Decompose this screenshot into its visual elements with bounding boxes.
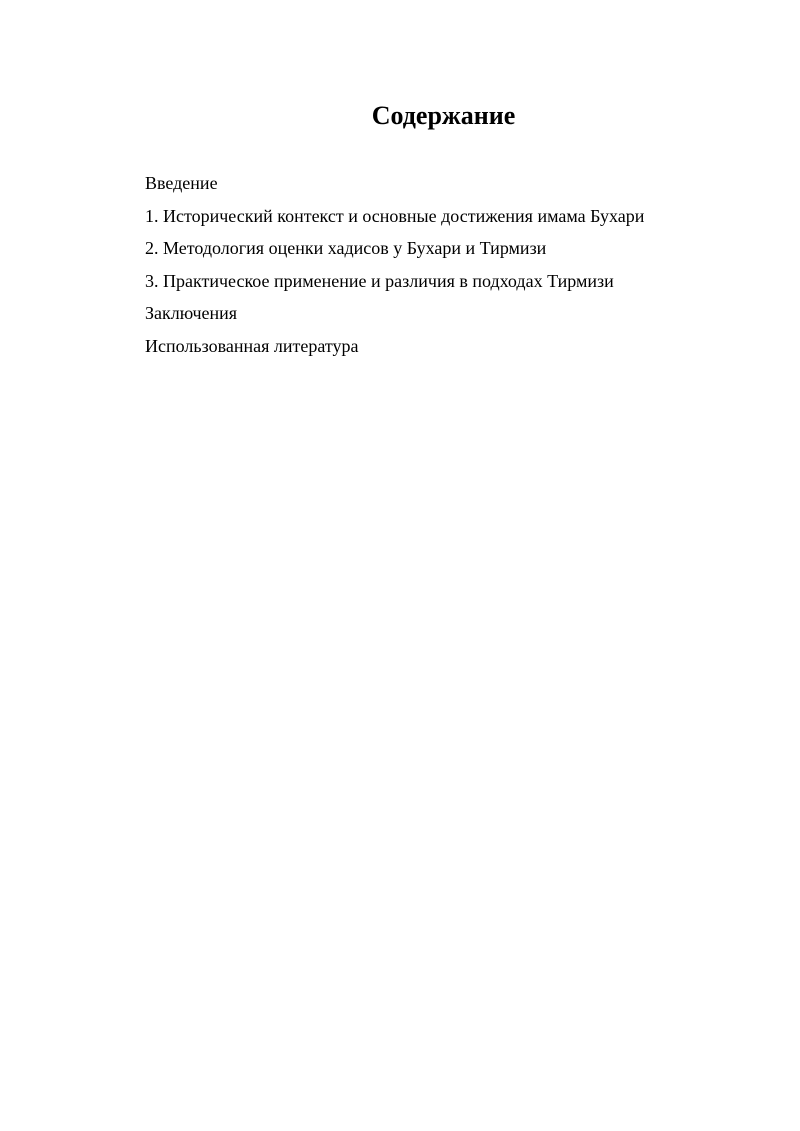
page-title: Содержание xyxy=(371,101,516,130)
toc-item-conclusions: Заключения xyxy=(145,303,238,324)
table-of-contents xyxy=(145,167,745,363)
toc-item-chapter-1: 1. Исторический контекст и основные достижения имама Бухари xyxy=(145,205,645,226)
toc-item-chapter-3: 3. Практическое применение и различия в подходах Тирмизи xyxy=(145,270,614,291)
toc-item-chapter-2: 2. Методология оценки хадисов у Бухари и Тирмизи xyxy=(145,238,547,259)
toc-item-references: Использованная литература xyxy=(145,335,359,356)
toc-item-introduction: Введение xyxy=(145,173,218,193)
